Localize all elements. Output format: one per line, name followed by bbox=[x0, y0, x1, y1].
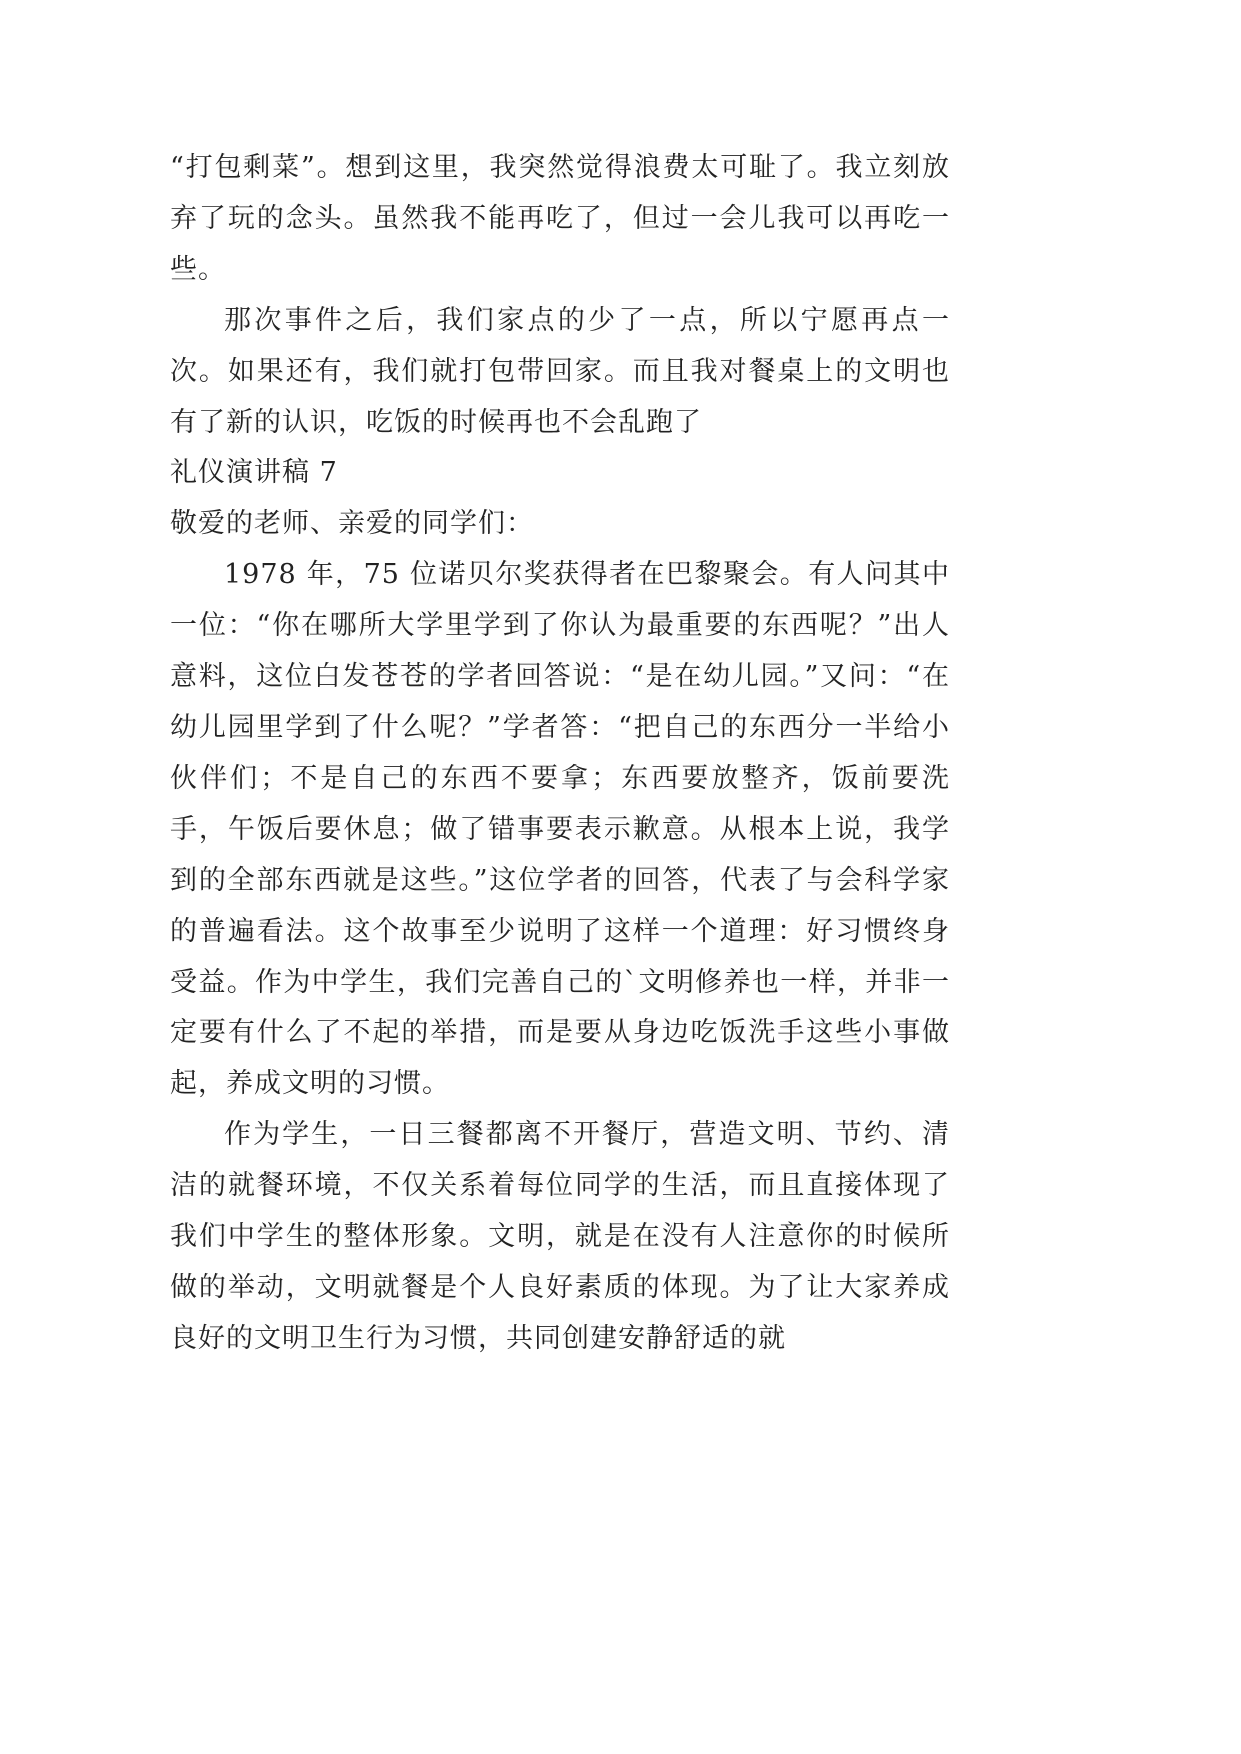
paragraph-nobel-story: 1978 年，75 位诺贝尔奖获得者在巴黎聚会。有人问其中一位：“你在哪所大学里学到了你认为最重要的东西呢？”出人意料，这位白发苍苍的学者回答说：“是在幼儿园。”又问：“在幼儿园里学到了什么呢？”学者答：“把自己的东西分一半给小伙伴们；不是自己的东西不要拿；东西要放整齐，饭前要洗手，午饭后要休息；做了错事要表示歉意。从根本上说，我学到的全部东西就是这些。”这位学者的回答，代表了与会科学家的普遍看法。这个故事至少说明了这样一个道理：好习惯终身受益。作为中学生，我们完善自己的`文明修养也一样，并非一定要有什么了不起的举措，而是要从身边吃饭洗手这些小事做起，养成文明的习惯。 bbox=[170, 559, 950, 1100]
paragraph-dining: 作为学生，一日三餐都离不开餐厅，营造文明、节约、清洁的就餐环境，不仅关系着每位同学的生活，而且直接体现了我们中学生的整体形象。文明，就是在没有人注意你的时候所做的举动，文明就餐是个人良好素质的体现。为了让大家养成良好的文明卫生行为习惯，共同创建安静舒适的就 bbox=[170, 1119, 950, 1354]
continuation-paragraph: “打包剩菜”。想到这里，我突然觉得浪费太可耻了。我立刻放弃了玩的念头。虽然我不能再吃了，但过一会儿我可以再吃一些。 bbox=[170, 152, 950, 285]
document-body bbox=[170, 143, 950, 1365]
paragraph-after-event: 那次事件之后，我们家点的少了一点，所以宁愿再点一次。如果还有，我们就打包带回家。而且我对餐桌上的文明也有了新的认识，吃饭的时候再也不会乱跑了 bbox=[170, 304, 950, 438]
salutation: 敬爱的老师、亲爱的同学们： bbox=[170, 508, 534, 540]
section-title: 礼仪演讲稿 7 bbox=[170, 457, 338, 489]
